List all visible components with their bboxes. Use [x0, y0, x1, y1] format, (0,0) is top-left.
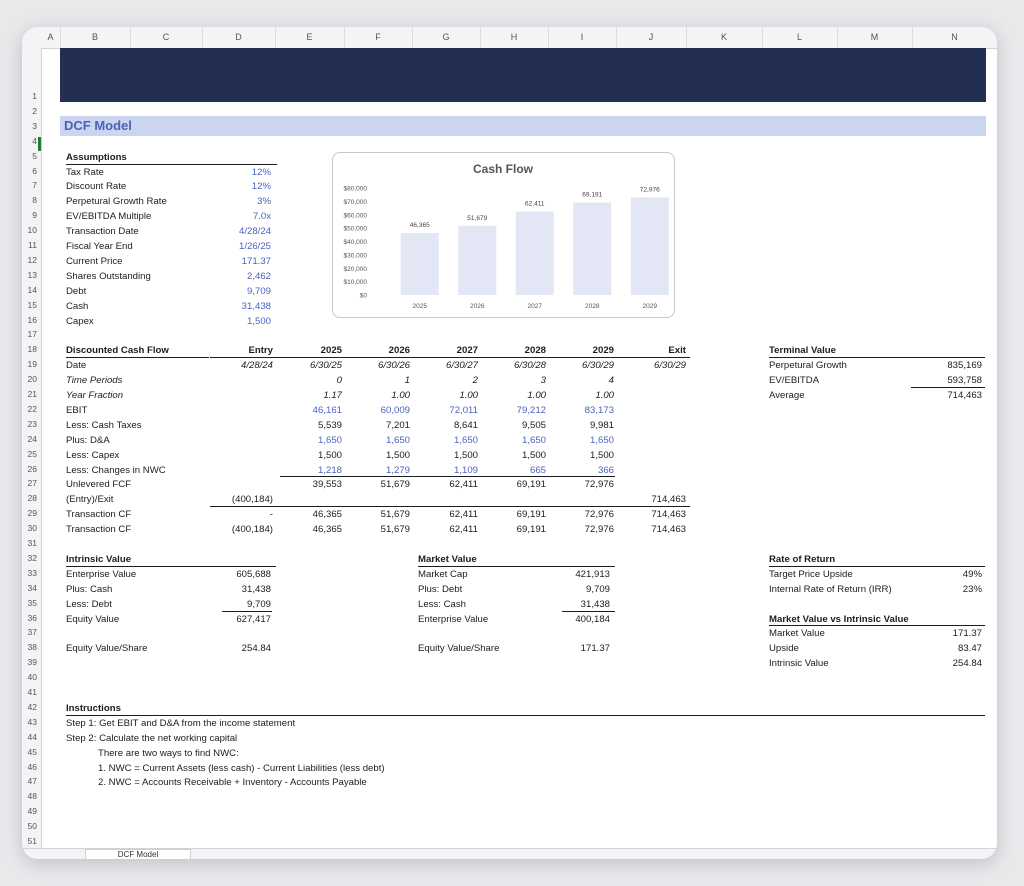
dcf-row-label[interactable]: Transaction CF: [66, 524, 132, 536]
x-tick-label: 2027: [527, 303, 542, 310]
row-header-33[interactable]: 33: [27, 567, 37, 578]
dcf-cell[interactable]: 69,191: [516, 509, 546, 521]
mv-vs-iv-value[interactable]: 254.84: [952, 658, 982, 670]
cash-flow-chart-svg: [333, 153, 674, 317]
dcf-cell[interactable]: 62,411: [449, 524, 478, 536]
dcf-cell[interactable]: 1,650: [589, 434, 614, 446]
row-header-39[interactable]: 39: [27, 657, 37, 668]
row-header-35[interactable]: 35: [27, 597, 37, 608]
mv-vs-iv-label[interactable]: Market Value: [769, 628, 825, 640]
dcf-cell[interactable]: 72,976: [584, 509, 614, 521]
intrinsic-debt-border: [222, 611, 272, 612]
row-header-7[interactable]: 7: [32, 180, 37, 191]
cash-flow-chart[interactable]: [332, 152, 675, 318]
assumption-label[interactable]: Perpetural Growth Rate: [66, 196, 167, 208]
instruction-line[interactable]: 1. NWC = Current Assets (less cash) - Current Liabilities (less debt): [98, 762, 385, 774]
assumptions-heading-border: [66, 164, 277, 165]
data-label: 69,191: [582, 191, 603, 199]
terminal-value-label[interactable]: Average: [769, 390, 805, 401]
rate-of-return-heading[interactable]: Rate of Return: [769, 553, 836, 565]
row-header-22[interactable]: 22: [27, 403, 37, 414]
column-header-h[interactable]: H: [480, 27, 549, 48]
row-header-19[interactable]: 19: [27, 359, 37, 370]
row-header-21[interactable]: 21: [27, 389, 37, 399]
dcf-column-header[interactable]: 2029: [592, 345, 614, 357]
terminal-value-border: [769, 357, 985, 358]
y-tick-label: $0: [359, 292, 367, 300]
assumption-value[interactable]: 1,500: [246, 315, 271, 327]
terminal-value-label[interactable]: EV/EBITDA: [769, 375, 820, 387]
column-header-c[interactable]: C: [130, 27, 203, 48]
row-header-38[interactable]: 38: [27, 642, 37, 653]
dcf-row-label[interactable]: Year Fraction: [66, 390, 124, 401]
terminal-value-value[interactable]: 714,463: [947, 390, 982, 401]
row-header-42[interactable]: 42: [27, 701, 37, 712]
intrinsic-value-heading[interactable]: Intrinsic Value: [66, 553, 132, 565]
rate-of-return-value[interactable]: 23%: [962, 583, 982, 595]
assumption-label[interactable]: Fiscal Year End: [66, 241, 133, 252]
market-value[interactable]: 400,184: [575, 613, 610, 625]
bar-2028: [573, 202, 611, 295]
dcf-cell[interactable]: 1,500: [589, 449, 614, 461]
bar-2029: [631, 197, 669, 295]
instruction-line[interactable]: Step 1: Get EBIT and D&A from the income statement: [66, 717, 296, 729]
y-tick-label: $40,000: [343, 239, 367, 246]
terminal-ev-ebitda-border: [911, 387, 985, 388]
market-value-heading[interactable]: Market Value: [418, 553, 477, 565]
assumption-label[interactable]: EV/EBITDA Multiple: [66, 211, 152, 223]
row-header-11[interactable]: 11: [28, 240, 37, 250]
market-value[interactable]: 421,913: [575, 568, 610, 580]
dcf-row-label[interactable]: Less: Cash Taxes: [66, 419, 142, 431]
x-tick-label: 2028: [585, 303, 600, 310]
assumption-label[interactable]: Shares Outstanding: [66, 270, 151, 282]
mv-vs-iv-label[interactable]: Intrinsic Value: [769, 658, 829, 670]
dcf-row-label[interactable]: Plus: D&A: [66, 434, 110, 446]
mv-vs-iv-border: [769, 625, 985, 626]
y-tick-label: $20,000: [343, 265, 367, 273]
row-header-37[interactable]: 37: [27, 627, 37, 638]
intrinsic-value[interactable]: 31,438: [241, 583, 271, 595]
column-header-b[interactable]: B: [60, 27, 131, 48]
dcf-cell[interactable]: 6/30/26: [377, 360, 410, 372]
dcf-row-label[interactable]: Unlevered FCF: [66, 479, 132, 491]
entry-exit-row-border: [210, 506, 690, 507]
intrinsic-label[interactable]: Equity Value: [66, 613, 120, 625]
rate-of-return-label[interactable]: Internal Rate of Return (IRR): [769, 583, 892, 595]
dcf-column-header[interactable]: 2026: [388, 345, 410, 357]
dcf-row-label[interactable]: (Entry)/Exit: [66, 494, 114, 506]
column-header-e[interactable]: E: [275, 27, 345, 48]
row-header-17[interactable]: 17: [27, 329, 37, 340]
market-value[interactable]: 9,709: [585, 583, 610, 595]
active-row-indicator: [38, 137, 41, 151]
row-header-27[interactable]: 27: [27, 478, 37, 489]
dcf-cell[interactable]: 1,500: [317, 449, 342, 461]
assumption-value[interactable]: 7.0x: [252, 211, 271, 223]
mv-vs-iv-value[interactable]: 171.37: [952, 628, 982, 640]
row-header-13[interactable]: 13: [27, 269, 37, 280]
assumption-label[interactable]: Cash: [66, 300, 89, 312]
instruction-line[interactable]: There are two ways to find NWC:: [98, 747, 239, 759]
row-header-26[interactable]: 26: [27, 463, 37, 474]
dcf-cell[interactable]: 1.00: [527, 390, 546, 401]
mv-vs-iv-heading[interactable]: Market Value vs Intrinsic Value: [769, 613, 909, 625]
dcf-cell[interactable]: 1,218: [317, 464, 342, 476]
dcf-cell[interactable]: 5,539: [317, 419, 342, 431]
terminal-value-value[interactable]: 593,758: [947, 375, 982, 387]
dcf-column-header[interactable]: Exit: [668, 345, 686, 357]
dcf-row-label[interactable]: Less: Changes in NWC: [66, 464, 166, 476]
dcf-cell[interactable]: 83,173: [584, 404, 614, 416]
dcf-cell[interactable]: 51,679: [380, 509, 410, 521]
row-header-46[interactable]: 46: [27, 761, 37, 772]
sheet-tab-dcf-model[interactable]: DCF Model: [85, 849, 191, 859]
assumption-label[interactable]: Discount Rate: [66, 181, 127, 193]
row-header-1[interactable]: 1: [32, 91, 37, 101]
row-header-4[interactable]: 4: [32, 135, 37, 146]
row-header-23[interactable]: 23: [27, 418, 37, 429]
y-tick-label: $50,000: [343, 225, 367, 233]
market-per-share-label[interactable]: Equity Value/Share: [418, 643, 500, 655]
column-header-g[interactable]: G: [412, 27, 481, 48]
dcf-cell[interactable]: 2: [472, 375, 478, 387]
dcf-cell[interactable]: 72,011: [449, 404, 478, 416]
intrinsic-label[interactable]: Enterprise Value: [66, 568, 137, 580]
dcf-cell[interactable]: 7,201: [385, 419, 410, 431]
intrinsic-label[interactable]: Less: Debt: [66, 598, 112, 610]
dcf-cell[interactable]: 69,191: [516, 524, 546, 536]
row-header-6[interactable]: 6: [32, 165, 37, 176]
row-header-15[interactable]: 15: [27, 299, 37, 310]
intrinsic-value[interactable]: 627,417: [236, 613, 271, 625]
dcf-cell[interactable]: 79,212: [516, 404, 546, 416]
row-header-8[interactable]: 8: [32, 195, 37, 206]
y-tick-label: $70,000: [343, 198, 367, 206]
dcf-cell[interactable]: 714,463: [651, 509, 686, 521]
row-header-18[interactable]: 18: [27, 344, 37, 355]
dcf-cell[interactable]: 1.00: [391, 390, 410, 401]
intrinsic-per-share-value[interactable]: 254.84: [241, 643, 271, 655]
y-tick-label: $60,000: [343, 212, 367, 220]
market-value-border: [418, 566, 615, 567]
data-label: 62,411: [525, 200, 545, 208]
dcf-cell[interactable]: 6/30/29: [581, 360, 614, 372]
market-per-share-value[interactable]: 171.37: [580, 643, 610, 655]
dcf-cell[interactable]: 714,463: [651, 494, 686, 506]
dcf-cell[interactable]: -: [269, 509, 273, 521]
assumption-label[interactable]: Transaction Date: [66, 226, 139, 238]
market-label[interactable]: Enterprise Value: [418, 613, 489, 625]
dcf-cell[interactable]: 4: [608, 375, 614, 387]
dcf-cell[interactable]: (400,184): [231, 494, 273, 506]
dcf-cell[interactable]: 62,411: [449, 509, 478, 521]
rate-of-return-label[interactable]: Target Price Upside: [769, 568, 853, 580]
instructions-border: [66, 715, 985, 716]
dcf-column-header[interactable]: 2025: [320, 345, 342, 357]
row-header-44[interactable]: 44: [27, 731, 37, 742]
column-header-f[interactable]: F: [344, 27, 413, 48]
assumption-value[interactable]: 12%: [251, 166, 271, 178]
x-tick-label: 2025: [412, 303, 427, 310]
row-header-40[interactable]: 40: [27, 672, 37, 683]
x-tick-label: 2026: [470, 303, 485, 310]
rate-of-return-value[interactable]: 49%: [962, 568, 982, 580]
row-header-51[interactable]: 51: [27, 836, 37, 846]
dcf-cell[interactable]: 6/30/29: [653, 360, 686, 372]
mv-vs-iv-label[interactable]: Upside: [769, 643, 799, 655]
column-header-d[interactable]: D: [202, 27, 276, 48]
intrinsic-value[interactable]: 9,709: [246, 598, 271, 610]
y-tick-label: $30,000: [343, 252, 367, 260]
dcf-cell[interactable]: (400,184): [231, 524, 273, 536]
row-header-12[interactable]: 12: [27, 254, 37, 265]
dcf-cell[interactable]: 1.00: [459, 390, 478, 401]
column-header-k[interactable]: K: [686, 27, 763, 48]
dcf-cell[interactable]: 3: [540, 375, 546, 387]
dcf-cell[interactable]: 51,679: [380, 479, 410, 491]
intrinsic-per-share-label[interactable]: Equity Value/Share: [66, 643, 148, 655]
dcf-row-label[interactable]: Date: [66, 360, 87, 372]
terminal-value-label[interactable]: Perpetural Growth: [769, 360, 847, 372]
y-tick-label: $80,000: [343, 185, 367, 193]
sheet-tab-bar: [22, 848, 997, 859]
model-title: DCF Model: [64, 118, 132, 133]
assumption-value[interactable]: 171.37: [241, 255, 271, 267]
assumptions-heading[interactable]: Assumptions: [66, 151, 127, 163]
dcf-cell[interactable]: 9,981: [589, 419, 614, 431]
dcf-row-label[interactable]: Less: Capex: [66, 449, 120, 461]
dcf-cell[interactable]: 1,500: [453, 449, 478, 461]
nwc-row-border: [280, 476, 615, 477]
dcf-cell[interactable]: 1,279: [385, 464, 410, 476]
market-value[interactable]: 31,438: [580, 598, 610, 610]
dcf-row-label[interactable]: EBIT: [66, 404, 88, 416]
dcf-row-label[interactable]: Transaction CF: [66, 509, 132, 521]
instruction-line[interactable]: Step 2: Calculate the net working capital: [66, 732, 238, 744]
dcf-column-header[interactable]: 2028: [524, 345, 546, 357]
row-header-10[interactable]: 10: [27, 225, 37, 236]
dcf-cell[interactable]: 1,500: [521, 449, 546, 461]
market-cash-border: [562, 611, 615, 612]
dcf-cell[interactable]: 8,641: [453, 419, 478, 431]
assumption-value[interactable]: 3%: [257, 196, 271, 208]
dcf-cell[interactable]: 62,411: [449, 479, 478, 491]
assumption-value[interactable]: 31,438: [241, 300, 271, 312]
dcf-cell[interactable]: 6/30/25: [309, 360, 342, 372]
dcf-cell[interactable]: 60,009: [380, 404, 410, 416]
data-label: 51,679: [467, 214, 488, 222]
intrinsic-value[interactable]: 605,688: [236, 568, 271, 580]
row-header-29[interactable]: 29: [27, 508, 37, 519]
row-header-45[interactable]: 45: [27, 746, 37, 757]
assumption-label[interactable]: Current Price: [66, 255, 123, 267]
row-header-50[interactable]: 50: [27, 821, 37, 832]
row-header-5[interactable]: 5: [32, 150, 37, 161]
dcf-header-border-entry: [210, 357, 276, 358]
column-header-m[interactable]: M: [837, 27, 913, 48]
assumption-value[interactable]: 1/26/25: [238, 241, 271, 252]
dcf-cell[interactable]: 366: [597, 464, 614, 476]
dcf-header-border-years: [276, 357, 690, 358]
terminal-value-heading[interactable]: Terminal Value: [769, 345, 837, 357]
row-header-41[interactable]: 41: [27, 687, 37, 697]
bar-2026: [458, 226, 496, 295]
row-header-2[interactable]: 2: [32, 105, 37, 116]
column-header-n[interactable]: N: [912, 27, 997, 48]
dcf-cell[interactable]: 1,500: [385, 449, 410, 461]
row-header-32[interactable]: 32: [27, 552, 37, 563]
row-header-24[interactable]: 24: [27, 433, 37, 444]
row-header-49[interactable]: 49: [27, 806, 37, 817]
dcf-cell[interactable]: 1.17: [323, 390, 342, 401]
column-header-j[interactable]: J: [616, 27, 687, 48]
instructions-heading[interactable]: Instructions: [66, 702, 121, 714]
instruction-line[interactable]: 2. NWC = Accounts Receivable + Inventory - Accounts Payable: [98, 777, 367, 789]
dcf-cell[interactable]: 72,976: [584, 479, 614, 491]
row-header-48[interactable]: 48: [27, 791, 37, 802]
dcf-cell[interactable]: 4/28/24: [240, 360, 273, 372]
dcf-cell[interactable]: 1.00: [595, 390, 614, 401]
title-band[interactable]: [60, 116, 986, 136]
dcf-heading-border: [66, 357, 209, 358]
row-header-25[interactable]: 25: [27, 448, 37, 459]
y-tick-label: $10,000: [343, 279, 367, 287]
dcf-cell[interactable]: 1: [404, 375, 410, 387]
dcf-cell[interactable]: 0: [336, 375, 342, 387]
row-header-14[interactable]: 14: [27, 284, 37, 295]
data-label: 72,976: [639, 186, 660, 194]
dcf-cell[interactable]: 6/30/27: [445, 360, 478, 372]
market-label[interactable]: Plus: Debt: [418, 583, 463, 595]
data-label: 46,365: [409, 221, 430, 229]
chart-title: Cash Flow: [472, 162, 534, 176]
row-header-20[interactable]: 20: [27, 374, 37, 385]
dcf-row-label[interactable]: Time Periods: [66, 375, 123, 387]
market-label[interactable]: Less: Cash: [418, 598, 466, 610]
row-header-28[interactable]: 28: [27, 493, 37, 504]
assumption-label[interactable]: Capex: [66, 315, 94, 327]
row-header-bar: [22, 48, 42, 859]
bar-2027: [516, 212, 554, 295]
dcf-cell[interactable]: 1,650: [385, 434, 410, 446]
spreadsheet-window: [22, 27, 997, 859]
row-header-16[interactable]: 16: [27, 314, 37, 325]
row-header-3[interactable]: 3: [32, 120, 37, 131]
dcf-cell[interactable]: 1,650: [521, 434, 546, 446]
bar-2025: [401, 233, 439, 295]
row-header-31[interactable]: 31: [27, 538, 37, 548]
assumption-value[interactable]: 2,462: [246, 270, 271, 282]
dcf-cell[interactable]: 665: [529, 464, 546, 476]
row-header-43[interactable]: 43: [27, 716, 37, 727]
column-header-i[interactable]: I: [548, 27, 617, 48]
row-header-34[interactable]: 34: [27, 582, 37, 593]
dcf-cell[interactable]: 39,553: [312, 479, 342, 491]
row-header-47[interactable]: 47: [27, 776, 37, 787]
dcf-cell[interactable]: 714,463: [651, 524, 686, 536]
terminal-value-value[interactable]: 835,169: [947, 360, 982, 372]
mv-vs-iv-value[interactable]: 83.47: [957, 643, 982, 655]
dcf-cell[interactable]: 69,191: [516, 479, 546, 491]
dcf-column-header[interactable]: 2027: [456, 345, 478, 357]
assumption-label[interactable]: Tax Rate: [66, 166, 104, 178]
dcf-cell[interactable]: 46,365: [312, 524, 342, 536]
column-header-bar: [22, 27, 997, 49]
dcf-cell[interactable]: 1,650: [453, 434, 478, 446]
assumption-value[interactable]: 12%: [251, 181, 271, 193]
rate-of-return-border: [769, 566, 985, 567]
dcf-cell[interactable]: 1,109: [453, 464, 478, 476]
assumption-label[interactable]: Debt: [66, 285, 87, 297]
dcf-heading[interactable]: Discounted Cash Flow: [66, 345, 169, 357]
intrinsic-value-border: [66, 566, 276, 567]
column-header-l[interactable]: L: [762, 27, 838, 48]
dcf-cell[interactable]: 46,161: [312, 404, 342, 416]
assumption-value[interactable]: 4/28/24: [238, 226, 271, 238]
dcf-cell[interactable]: 6/30/28: [513, 360, 546, 372]
dcf-cell[interactable]: 72,976: [584, 524, 614, 536]
market-label[interactable]: Market Cap: [418, 568, 468, 580]
column-header-a[interactable]: A: [41, 27, 61, 48]
header-banner: [60, 48, 986, 102]
dcf-cell[interactable]: 9,505: [521, 419, 546, 431]
dcf-cell[interactable]: 51,679: [380, 524, 410, 536]
dcf-cell[interactable]: 1,650: [317, 434, 342, 446]
dcf-column-header[interactable]: Entry: [248, 345, 273, 357]
intrinsic-label[interactable]: Plus: Cash: [66, 583, 113, 595]
assumption-value[interactable]: 9,709: [246, 285, 271, 297]
row-header-9[interactable]: 9: [32, 210, 37, 221]
row-header-36[interactable]: 36: [27, 612, 37, 623]
row-header-30[interactable]: 30: [27, 523, 37, 534]
x-tick-label: 2029: [642, 303, 657, 310]
dcf-cell[interactable]: 46,365: [312, 509, 342, 521]
